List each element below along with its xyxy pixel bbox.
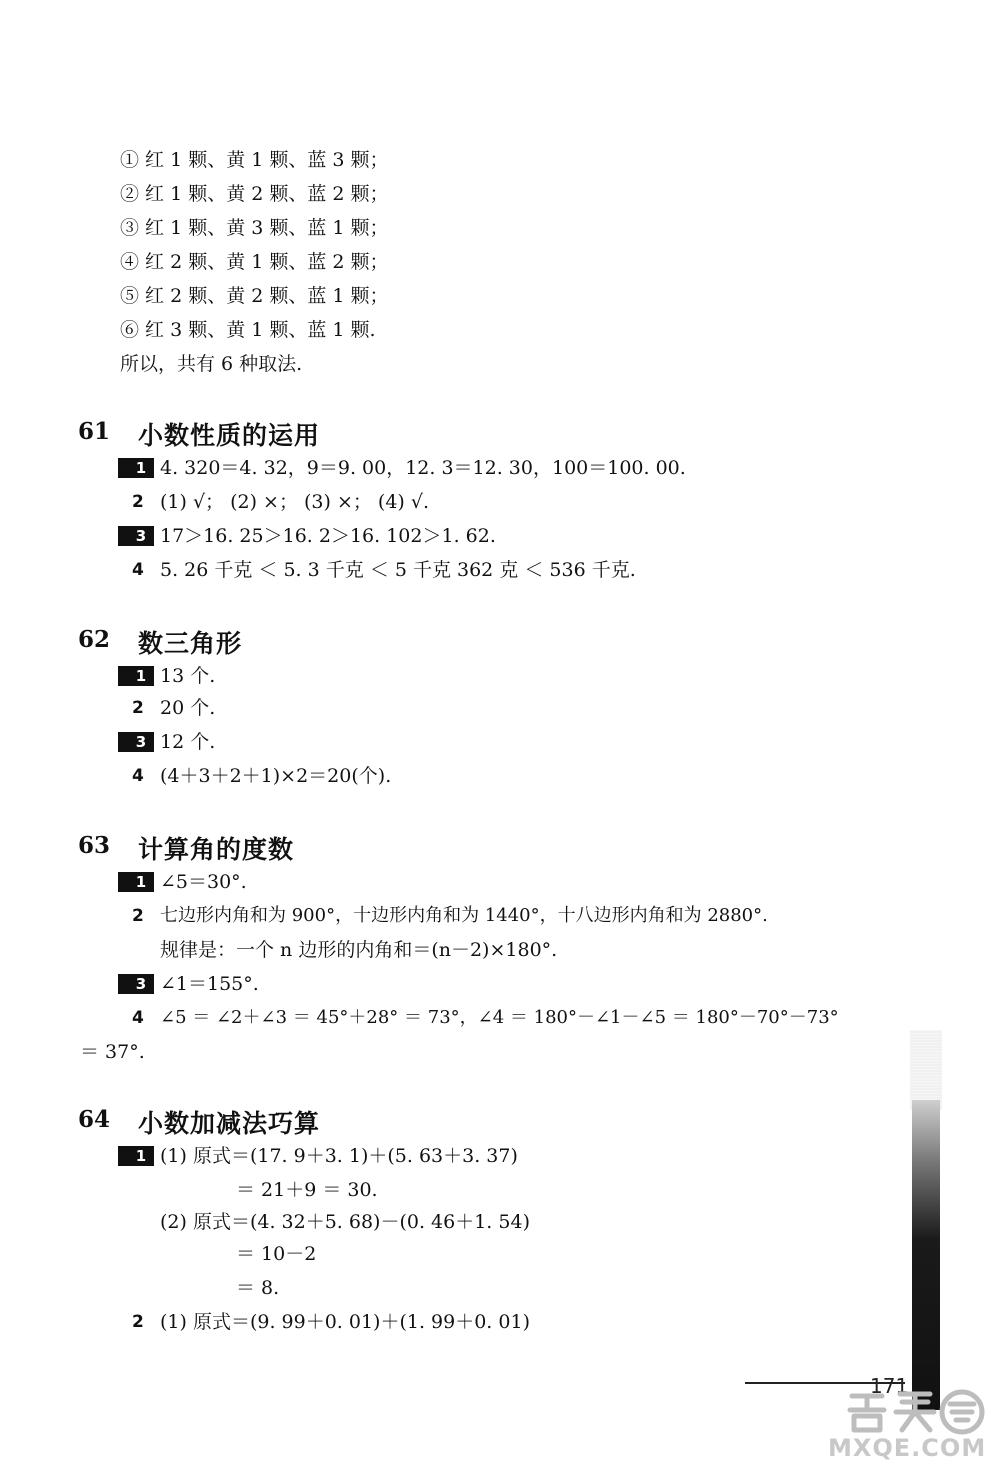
question-badge: 3 (118, 974, 154, 994)
intro-line-1: ① 红 1 颗、黄 1 颗、蓝 3 颗； (120, 149, 389, 171)
answer-text: 13 个. (160, 665, 216, 687)
answer-text: (2) 原式＝(4. 32＋5. 68)－(0. 46＋1. 54) (160, 1211, 530, 1233)
question-badge: 3 (118, 526, 154, 546)
question-number: 2 (132, 1312, 144, 1332)
intro-line-4: ④ 红 2 颗、黄 1 颗、蓝 2 颗； (120, 251, 389, 273)
page-edge-texture (910, 1030, 942, 1110)
answer-text-continued: ＝ 8. (236, 1277, 280, 1299)
answer-text: 七边形内角和为 900°，十边形内角和为 1440°，十八边形内角和为 2880°. (160, 905, 768, 926)
answer-text-continued: ＝ 37°. (80, 1041, 145, 1063)
answer-text: (1) 原式＝(17. 9＋3. 1)＋(5. 63＋3. 37) (160, 1145, 518, 1167)
section-63-title: 计算角的度数 (138, 835, 295, 864)
intro-line-3: ③ 红 1 颗、黄 3 颗、蓝 1 颗； (120, 217, 389, 239)
question-badge: 1 (118, 458, 154, 478)
answer-text: 12 个. (160, 731, 216, 753)
section-61-title: 小数性质的运用 (138, 421, 321, 450)
question-badge: 1 (118, 666, 154, 686)
intro-line-6: ⑥ 红 3 颗、黄 1 颗、蓝 1 颗. (120, 319, 376, 341)
answer-text: (4＋3＋2＋1)×2＝20(个). (160, 765, 392, 787)
section-63-number: 63 (78, 832, 111, 859)
section-61-number: 61 (78, 418, 111, 445)
answer-text: ∠1＝155°. (160, 973, 259, 995)
answer-text: 17＞16. 25＞16. 2＞16. 102＞1. 62. (160, 525, 496, 547)
answer-text: ∠5＝30°. (160, 871, 247, 893)
page-number: 171 (870, 1374, 909, 1398)
question-number: 2 (132, 906, 144, 926)
answer-text-continued: ＝ 10－2 (236, 1243, 317, 1265)
answer-text: 20 个. (160, 697, 216, 719)
watermark-url: MXQE.COM (828, 1434, 987, 1462)
section-62-number: 62 (78, 626, 111, 653)
question-badge: 1 (118, 872, 154, 892)
answer-text-continued: 规律是：一个 n 边形的内角和＝(n－2)×180°. (160, 939, 558, 961)
question-badge: 3 (118, 732, 154, 752)
page-edge-tab (912, 1100, 940, 1410)
answer-text: ∠5 ＝ ∠2＋∠3 ＝ 45°＋28° ＝ 73°，∠4 ＝ 180°－∠1－∠5 ＝ 180°－70°－73° (160, 1007, 839, 1028)
section-64-number: 64 (78, 1106, 111, 1133)
answer-text: 5. 26 千克 ＜ 5. 3 千克 ＜ 5 千克 362 克 ＜ 536 千克. (160, 559, 636, 581)
answer-text: (1) √； (2) ×； (3) ×； (4) √. (160, 491, 430, 513)
answer-text-continued: ＝ 21＋9 ＝ 30. (236, 1179, 378, 1201)
question-badge: 1 (118, 1146, 154, 1166)
question-number: 4 (132, 560, 144, 580)
answer-text: (1) 原式＝(9. 99＋0. 01)＋(1. 99＋0. 01) (160, 1311, 530, 1333)
answer-text: 4. 320＝4. 32，9＝9. 00，12. 3＝12. 30，100＝100. 00. (160, 457, 686, 479)
intro-conclusion: 所以，共有 6 种取法. (120, 353, 303, 375)
question-number: 2 (132, 492, 144, 512)
question-number: 4 (132, 1008, 144, 1028)
section-64-title: 小数加减法巧算 (138, 1109, 321, 1138)
intro-line-2: ② 红 1 颗、黄 2 颗、蓝 2 颗； (120, 183, 389, 205)
question-number: 4 (132, 766, 144, 786)
watermark-logo (842, 1386, 992, 1436)
question-number: 2 (132, 698, 144, 718)
section-62-title: 数三角形 (138, 629, 243, 658)
intro-line-5: ⑤ 红 2 颗、黄 2 颗、蓝 1 颗； (120, 285, 389, 307)
